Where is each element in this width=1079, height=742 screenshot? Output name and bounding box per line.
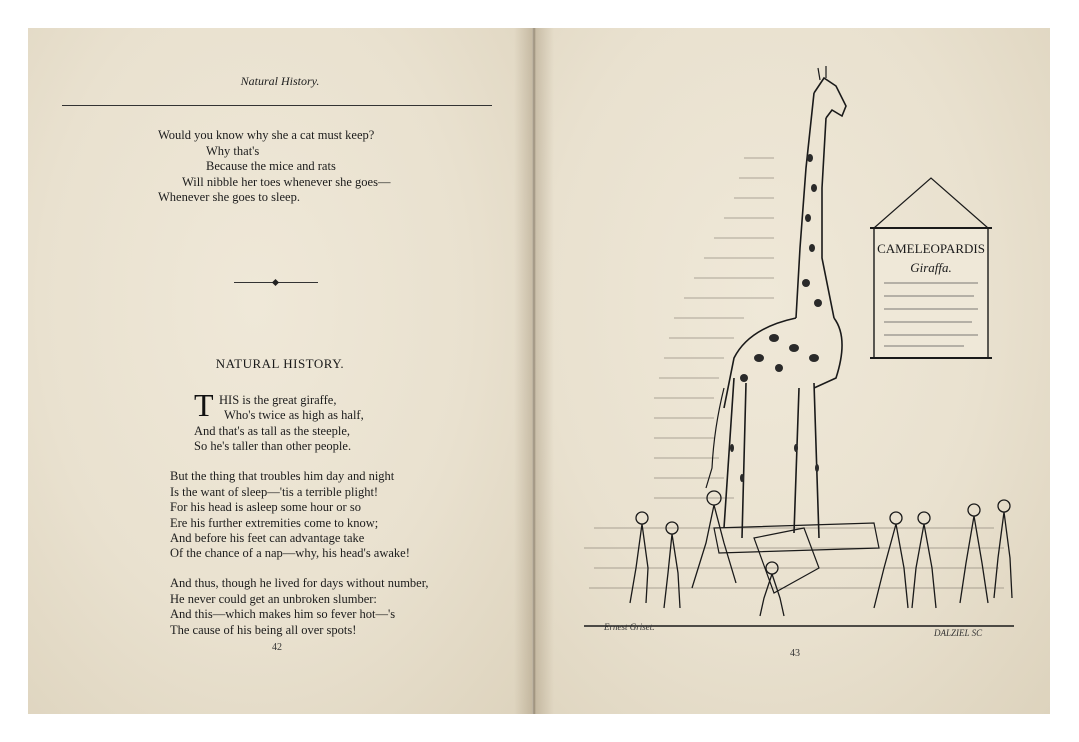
- verse-line: And thus, though he lived for days without number,: [170, 576, 429, 590]
- verse-line: Will nibble her toes whenever she goes—: [182, 175, 391, 189]
- verse-line: For his head is asleep some hour or so: [170, 500, 361, 514]
- page-number-right: 43: [790, 648, 800, 659]
- verse-line: And this—which makes him so fever hot—'s: [170, 607, 396, 621]
- header-rule: [62, 105, 492, 106]
- book-gutter: [514, 28, 554, 714]
- sign-title: CAMELEOPARDIS: [877, 241, 985, 256]
- verse-line: Is the want of sleep—'tis a terrible plight!: [170, 485, 379, 499]
- verse-line: So he's taller than other people.: [194, 439, 352, 453]
- verse-line: HIS is the great giraffe,: [219, 393, 337, 407]
- verse-line: He never could get an unbroken slumber:: [170, 592, 377, 606]
- drop-cap: T: [194, 387, 214, 423]
- section-ornament: [234, 280, 318, 286]
- page-number-left: 42: [272, 642, 282, 653]
- verse-line: Because the mice and rats: [206, 159, 336, 173]
- verse-line: But the thing that troubles him day and night: [170, 469, 395, 483]
- verse-line: And before his feet can advantage take: [170, 531, 365, 545]
- left-page: [28, 28, 532, 714]
- poem-title: NATURAL HISTORY.: [215, 356, 345, 371]
- engraver-signature: DALZIEL SC: [934, 628, 983, 638]
- verse-line: Of the chance of a nap—why, his head's awake!: [170, 546, 410, 560]
- right-page: [534, 28, 1050, 714]
- verse-line: The cause of his being all over spots!: [170, 623, 357, 637]
- verse-line: Would you know why she a cat must keep?: [158, 128, 375, 142]
- verse-line: Ere his further extremities come to know;: [170, 516, 379, 530]
- verse-line: Who's twice as high as half,: [224, 408, 364, 422]
- open-book: [28, 28, 1050, 714]
- verse-line: And that's as tall as the steeple,: [194, 424, 351, 438]
- sign-subtitle: Giraffa.: [910, 260, 952, 275]
- verse-line: Why that's: [206, 144, 260, 158]
- running-head: Natural History.: [240, 74, 320, 88]
- artist-signature: Ernest Griset.: [604, 622, 655, 632]
- giraffe-illustration: [574, 48, 1014, 648]
- verse-line: Whenever she goes to sleep.: [158, 190, 300, 204]
